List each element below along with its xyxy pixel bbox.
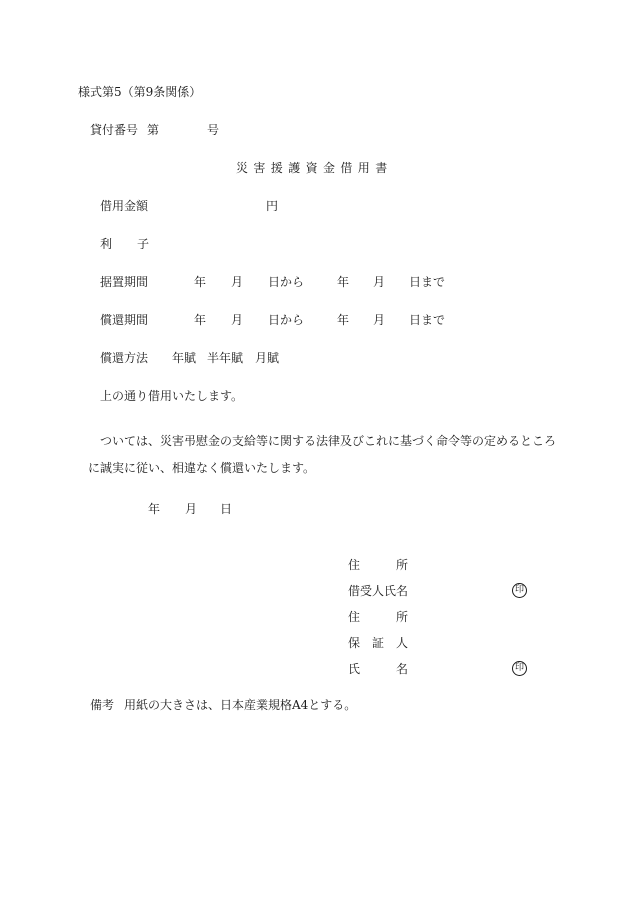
grace-to-year: 年 <box>337 275 350 289</box>
repay-statement-line-2: に誠実に従い、相違なく償還いたします。 <box>88 461 316 475</box>
repay-statement-line-1: ついては、災害弔慰金の支給等に関する法律及びこれに基づく命令等の定めるところ <box>100 434 557 448</box>
guarantor-name-label-2: 名 <box>396 662 409 676</box>
interest-label-2: 子 <box>137 237 150 251</box>
amount-unit: 円 <box>266 199 279 213</box>
repayment-option-monthly: 月賦 <box>255 351 280 365</box>
grace-to-month: 月 <box>373 275 386 289</box>
guarantor-address-label-2: 所 <box>396 610 409 624</box>
guarantor-name-label-1: 氏 <box>348 662 361 676</box>
borrower-address-label-1: 住 <box>348 558 361 572</box>
repayment-period-label: 償還期間 <box>100 313 149 327</box>
repay-to-year: 年 <box>337 313 350 327</box>
borrower-name-label: 借受人氏名 <box>348 584 409 598</box>
loan-number-label: 貸付番号 <box>90 123 139 137</box>
guarantor-label-3: 人 <box>396 636 409 650</box>
document-title: 災害援護資金借用書 <box>236 161 393 175</box>
repay-from-month: 月 <box>231 313 244 327</box>
grace-from-day: 日から <box>268 275 305 289</box>
repayment-method-label: 償還方法 <box>100 351 149 365</box>
guarantor-label-2: 証 <box>372 636 385 650</box>
repayment-option-annual: 年賦 <box>172 351 197 365</box>
grace-from-month: 月 <box>231 275 244 289</box>
date-month: 月 <box>185 502 198 516</box>
repay-from-day: 日から <box>268 313 305 327</box>
date-year: 年 <box>148 502 161 516</box>
borrower-address-label-2: 所 <box>396 558 409 572</box>
date-day: 日 <box>220 502 233 516</box>
repay-to-month: 月 <box>373 313 386 327</box>
loan-number-prefix: 第 <box>147 123 160 137</box>
grace-period-label: 据置期間 <box>100 275 149 289</box>
guarantor-label-1: 保 <box>348 636 361 650</box>
form-number: 様式第5（第9条関係） <box>78 85 202 99</box>
seal-icon: 印 <box>512 583 527 598</box>
interest-label-1: 利 <box>100 237 113 251</box>
grace-from-year: 年 <box>194 275 207 289</box>
loan-number-suffix: 号 <box>207 123 220 137</box>
repay-from-year: 年 <box>194 313 207 327</box>
repayment-option-semiannual: 半年賦 <box>207 351 244 365</box>
amount-label: 借用金額 <box>100 199 149 213</box>
note-label: 備考 <box>90 698 115 712</box>
guarantor-address-label-1: 住 <box>348 610 361 624</box>
seal-icon: 印 <box>512 661 527 676</box>
borrow-statement: 上の通り借用いたします。 <box>100 389 244 403</box>
grace-to-day: 日まで <box>409 275 446 289</box>
repay-to-day: 日まで <box>409 313 446 327</box>
note-text: 用紙の大きさは、日本産業規格A4とする。 <box>124 698 357 712</box>
